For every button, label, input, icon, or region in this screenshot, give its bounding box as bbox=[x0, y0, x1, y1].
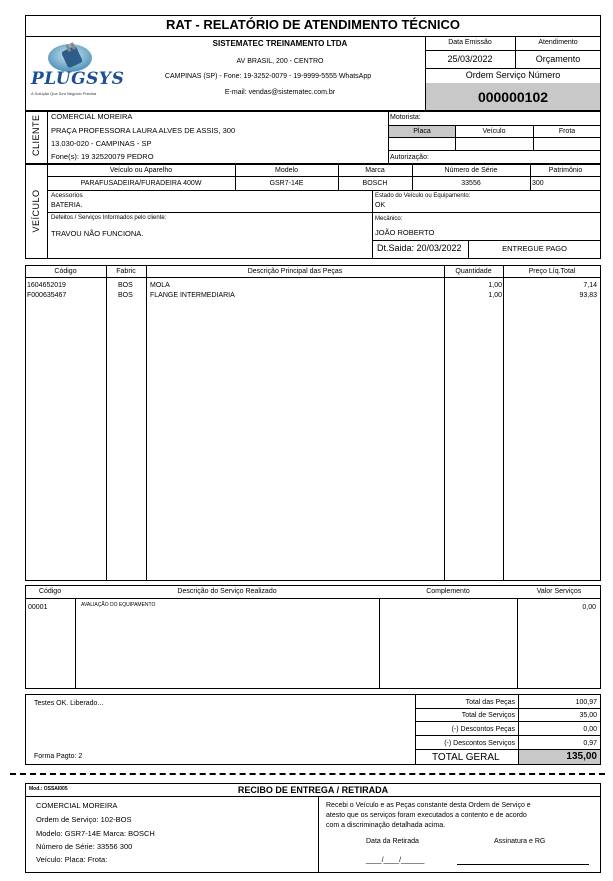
pecas-codigo: 1604652019 bbox=[27, 282, 66, 289]
value-veiculo-aparelho: PARAFUSADEIRA/FURADEIRA 400W bbox=[80, 180, 202, 187]
recibo-title: RECIBO DE ENTREGA / RETIRADA bbox=[237, 785, 389, 795]
data-saida: Dt.Saida: 20/03/2022 bbox=[377, 243, 462, 253]
pecas-header-preco: Preço Líq.Total bbox=[528, 268, 576, 275]
assinatura-label: Assinatura e RG bbox=[494, 838, 546, 845]
total-servicos-label: Total de Serviços bbox=[461, 712, 515, 719]
servicos-descricao: AVALIAÇÃO DO EQUIPAMENTO bbox=[81, 602, 156, 608]
recibo-declaracao-3: com a discriminação detalhada acima. bbox=[326, 822, 446, 829]
cut-line bbox=[10, 773, 605, 775]
total-geral-value: 135,00 bbox=[566, 751, 597, 762]
company-name: SISTEMATEC TREINAMENTO LTDA bbox=[212, 39, 348, 48]
pecas-descricao: FLANGE INTERMEDIARIA bbox=[150, 292, 235, 299]
pecas-fabric: BOS bbox=[118, 292, 133, 299]
servicos-header-complemento: Complemento bbox=[426, 588, 470, 595]
pecas-fabric: BOS bbox=[118, 282, 133, 289]
servicos-codigo: 00001 bbox=[28, 604, 48, 611]
pecas-descricao: MOLA bbox=[150, 282, 170, 289]
descontos-servicos-value: 0,97 bbox=[583, 740, 597, 747]
total-servicos-value: 35,00 bbox=[579, 712, 597, 719]
company-email: E-mail: vendas@sistematec.com.br bbox=[224, 89, 336, 96]
autorizacao-label: Autorização: bbox=[390, 154, 429, 161]
os-number: 000000102 bbox=[477, 89, 549, 105]
company-address: AV BRASIL, 200 - CENTRO bbox=[236, 58, 324, 65]
pecas-header-descricao: Descrição Principal das Peças bbox=[247, 268, 343, 275]
data-retirada-label: Data da Retirada bbox=[366, 838, 419, 845]
acessorios-value: BATERIA. bbox=[51, 202, 83, 209]
atendimento-label: Atendimento bbox=[538, 39, 578, 46]
descontos-pecas-label: (-) Descontos Peças bbox=[451, 726, 515, 733]
atendimento-value: Orçamento bbox=[535, 54, 581, 64]
total-geral-label: TOTAL GERAL bbox=[432, 752, 500, 763]
veiculo-section-label: VEÍCULO bbox=[31, 189, 41, 233]
recibo-os: Ordem de Serviço: 102-BOS bbox=[36, 815, 132, 824]
recibo-declaracao-1: Recebi o Veículo e as Peças constante desta Ordem de Serviço e bbox=[326, 802, 531, 809]
data-retirada-blank: ____/____/______ bbox=[366, 857, 425, 864]
col-modelo: Modelo bbox=[275, 167, 298, 174]
cliente-phone: Fone(s): 19 32520079 PEDRO bbox=[51, 152, 154, 161]
value-patrimonio: 300 bbox=[532, 180, 544, 187]
frota-label: Frota bbox=[558, 128, 576, 135]
pecas-table bbox=[25, 265, 601, 581]
cliente-name: COMERCIAL MOREIRA bbox=[51, 112, 133, 121]
forma-pagto: Forma Pagto: 2 bbox=[34, 753, 83, 760]
pecas-codigo: F000635467 bbox=[27, 292, 67, 299]
total-pecas-value: 100,97 bbox=[575, 699, 597, 706]
servicos-header-descricao: Descrição do Serviço Realizado bbox=[177, 588, 277, 595]
estado-label: Estado do Veículo ou Equipamento: bbox=[375, 193, 471, 199]
value-modelo: GSR7-14E bbox=[269, 180, 304, 187]
descontos-pecas-value: 0,00 bbox=[583, 726, 597, 733]
document-title: RAT - RELATÓRIO DE ATENDIMENTO TÉCNICO bbox=[166, 17, 460, 32]
servicos-table bbox=[25, 585, 601, 689]
pecas-header-codigo: Código bbox=[54, 268, 77, 275]
servicos-header-codigo: Código bbox=[38, 588, 62, 595]
pecas-header-quantidade: Quantidade bbox=[455, 268, 492, 275]
company-city-phone: CAMPINAS (SP) - Fone: 19-3252-0079 - 19-9999-5555 WhatsApp bbox=[164, 73, 372, 80]
defeitos-value: TRAVOU NÃO FUNCIONA. bbox=[51, 229, 144, 238]
os-number-label: Ordem Serviço Número bbox=[465, 70, 561, 80]
servicos-header-valor: Valor Serviços bbox=[536, 588, 582, 595]
defeitos-label: Defeitos / Serviços Informados pelo cliente: bbox=[51, 215, 167, 221]
total-pecas-label: Total das Peças bbox=[465, 699, 515, 706]
value-numero-serie: 33556 bbox=[461, 180, 481, 187]
recibo-serie: Número de Série: 33556 300 bbox=[36, 842, 133, 851]
motorista-label: Motorista: bbox=[390, 114, 421, 121]
pecas-preco: 93,83 bbox=[579, 292, 597, 299]
pecas-preco: 7,14 bbox=[583, 282, 597, 289]
recibo-modelo: Modelo: GSR7-14E Marca: BOSCH bbox=[36, 829, 155, 838]
status-badge: ENTREGUE PAGO bbox=[502, 244, 567, 253]
estado-value: OK bbox=[375, 202, 386, 209]
signature-line bbox=[457, 864, 589, 865]
col-numero-serie: Número de Série bbox=[444, 167, 498, 174]
acessorios-label: Acessorios bbox=[51, 192, 83, 199]
veiculo-label: Veículo bbox=[482, 128, 506, 135]
pecas-quantidade: 1,00 bbox=[488, 292, 502, 299]
mecanico-value: JOÃO ROBERTO bbox=[375, 228, 435, 237]
recibo-cliente: COMERCIAL MOREIRA bbox=[36, 801, 118, 810]
cliente-section-label: CLIENTE bbox=[31, 114, 41, 156]
col-marca: Marca bbox=[365, 167, 385, 174]
recibo-declaracao-2: atesto que os serviços foram executados a contento e de acordo bbox=[326, 812, 527, 819]
servicos-valor: 0,00 bbox=[582, 604, 596, 611]
logo-tagline: A Solução Que Seu Negócio Precisa bbox=[31, 91, 97, 96]
descontos-servicos-label: (-) Descontos Serviços bbox=[444, 740, 515, 747]
observacao: Testes OK. Liberado... bbox=[34, 700, 104, 707]
col-veiculo-aparelho: Veículo ou Aparelho bbox=[109, 167, 173, 174]
recibo-mod: Mod.: OSSAI005 bbox=[29, 786, 68, 792]
data-emissao-value: 25/03/2022 bbox=[447, 54, 493, 64]
value-marca: BOSCH bbox=[362, 180, 388, 187]
placa-label: Placa bbox=[413, 128, 431, 135]
pecas-header-fabric: Fabric bbox=[116, 268, 136, 275]
pecas-quantidade: 1,00 bbox=[488, 282, 502, 289]
recibo-veiculo: Veículo: Placa: Frota: bbox=[36, 855, 108, 864]
mecanico-label: Mecânico: bbox=[375, 216, 403, 222]
data-emissao-label: Data Emissão bbox=[448, 39, 492, 46]
logo-text: PLUGSYS bbox=[31, 69, 125, 89]
cliente-city: 13.030-020 - CAMPINAS - SP bbox=[51, 139, 152, 148]
col-patrimonio: Patrimônio bbox=[548, 167, 583, 174]
cliente-street: PRAÇA PROFESSORA LAURA ALVES DE ASSIS, 300 bbox=[51, 126, 236, 135]
